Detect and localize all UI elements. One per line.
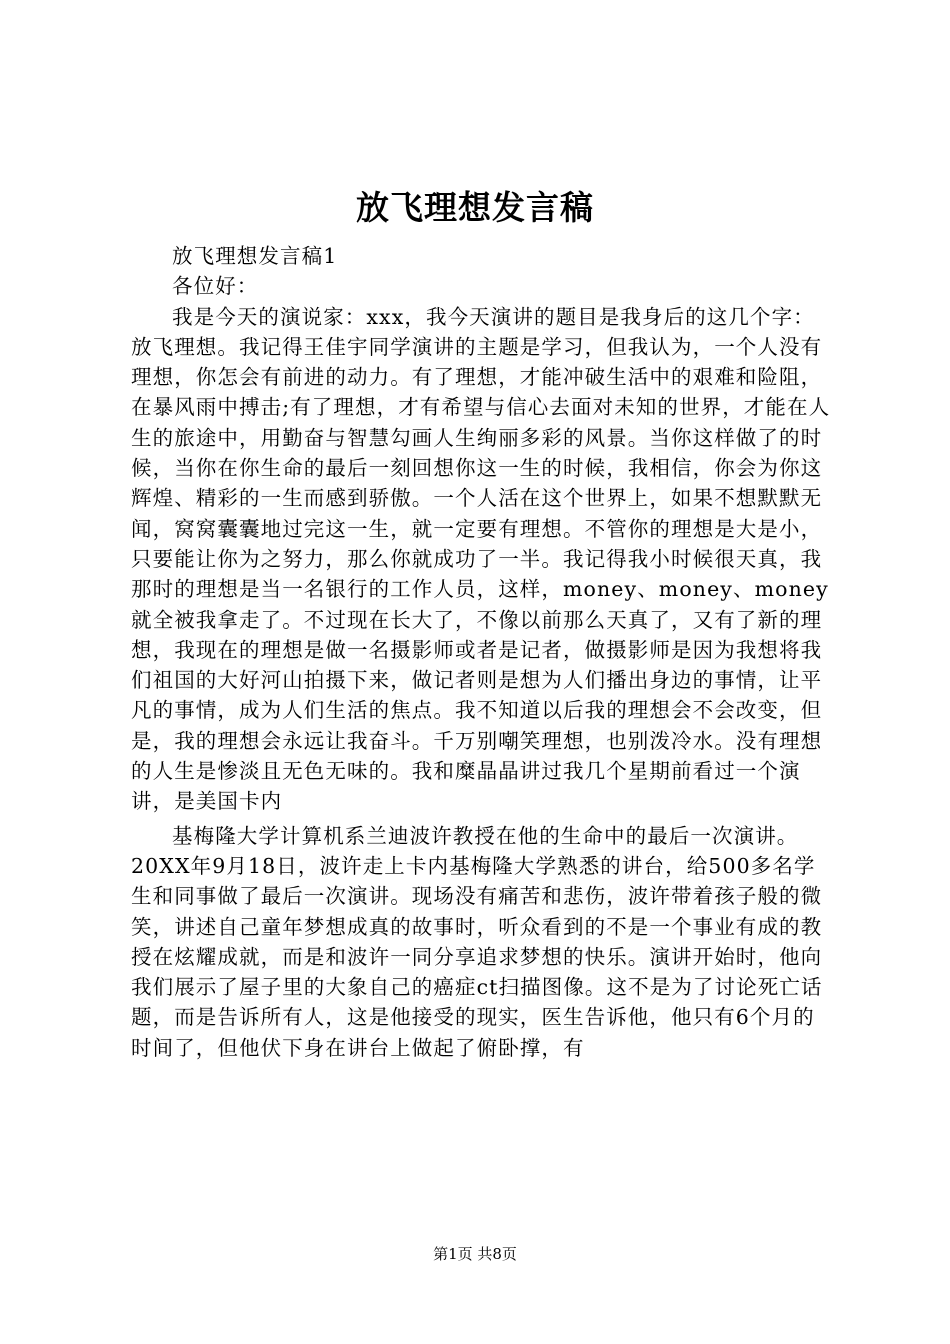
document-title: 放飞理想发言稿 [356,188,594,227]
subtitle-line: 放飞理想发言稿1 [172,244,338,268]
body-paragraph: 我是今天的演说家：xxx，我今天演讲的题目是我身后的这几个字：放飞理想。我记得王佳宇同学演讲的主题是学习，但我认为，一个人没有理想，你怎会有前进的动力。有了理想，才能冲破生活中的艰难和险阻，在暴风雨中搏击;有了理想，才有希望与信心去面对未知的世界，才能在人生的旅途中，用勤奋与智慧勾画人生绚丽多彩的风景。当你这样做了的时候，当你在你生命的最后一刻回想你这一生的时候，我相信，你会为你这辉煌、精彩的一生而感到骄傲。一个人活在这个世界上，如果不想默默无闻，窝窝囊囊地过完这一生，就一定要有理想。不管你的理想是大是小，只要能让你为之努力，那么你就成功了一半。我记得我小时候很天真，我那时的理想是当一名银行的工作人员，这样，money、money、money就全被我拿走了。不过现在长大了，不像以前那么天真了，又有了新的理想，我现在的理想是做一名摄影师或者是记者，做摄影师是因为我想将我们祖国的大好河山拍摄下来，做记者则是想为人们播出身边的事情，让平凡的事情，成为人们生活的焦点。我不知道以后我的理想会不会改变，但是，我的理想会永远让我奋斗。千万别嘲笑理想，也别泼冷水。没有理想的人生是惨淡且无色无味的。我和糜晶晶讲过我几个星期前看过一个演讲，是美国卡内 [131,304,831,814]
document-body [131,241,831,1063]
body-paragraph: 基梅隆大学计算机系兰迪波许教授在他的生命中的最后一次演讲。20XX年9月18日，波许走上卡内基梅隆大学熟悉的讲台，给500多名学生和同事做了最后一次演讲。现场没有痛苦和悲伤，波许带着孩子般的微笑，讲述自己童年梦想成真的故事时，听众看到的不是一个事业有成的教授在炫耀成就，而是和波许一同分享追求梦想的快乐。演讲开始时，他向我们展示了屋子里的大象自己的癌症ct扫描图像。这不是为了讨论死亡话题，而是告诉所有人，这是他接受的现实，医生告诉他，他只有6个月的时间了，但他伏下身在讲台上做起了俯卧撑，有 [131,823,823,1060]
page-footer: 第1页 共8页 [433,1245,517,1263]
greeting-line: 各位好： [172,274,259,299]
